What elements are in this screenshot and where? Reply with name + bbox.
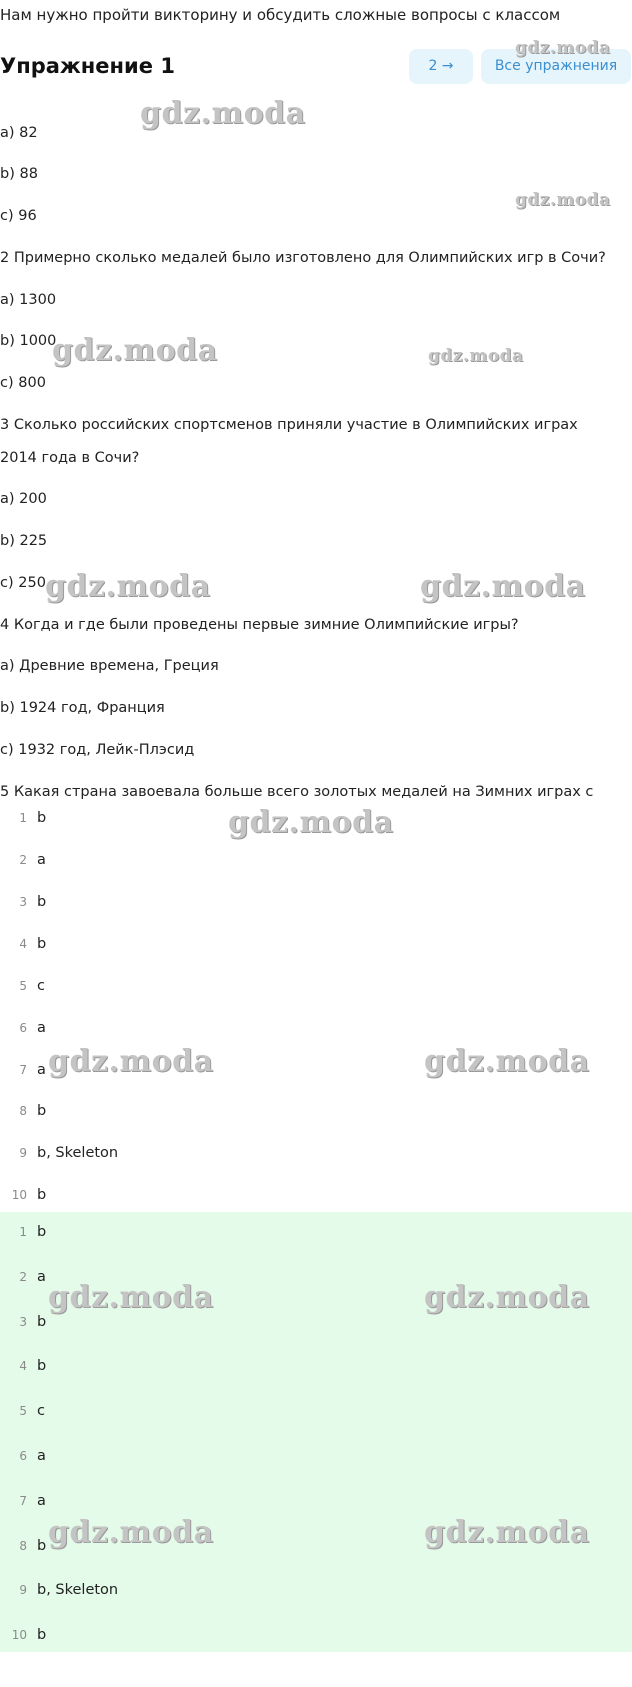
question-line: 5 Какая страна завоевала больше всего золотых медалей на Зимних играх с (0, 784, 594, 800)
list-item (0, 924, 632, 964)
item-answer: b (37, 1314, 47, 1330)
answer-item (0, 1436, 632, 1476)
list-item (0, 798, 632, 838)
option-line: a) Древние времена, Греция (0, 658, 219, 674)
item-answer: c (37, 978, 45, 994)
item-answer: b (37, 810, 47, 826)
item-answer: b (37, 1187, 47, 1203)
item-number: 3 (19, 1315, 27, 1329)
item-answer: b (37, 1224, 47, 1240)
watermark: gdz.moda (228, 805, 394, 840)
watermark: gdz.moda (424, 1280, 590, 1315)
item-answer: c (37, 1403, 45, 1419)
item-number: 2 (19, 853, 27, 867)
answer-item (0, 1346, 632, 1386)
answer-item (0, 1570, 632, 1610)
answer-item (0, 1391, 632, 1431)
option-line: b) 1000 (0, 333, 57, 349)
item-number: 5 (19, 979, 27, 993)
answer-item (0, 1481, 632, 1521)
item-number: 8 (19, 1104, 27, 1118)
item-answer: b (37, 1627, 47, 1643)
item-number: 4 (19, 1359, 27, 1373)
item-number: 1 (19, 1225, 27, 1239)
option-line: a) 82 (0, 125, 38, 141)
item-number: 4 (19, 937, 27, 951)
option-line: a) 200 (0, 491, 47, 507)
item-number: 9 (19, 1583, 27, 1597)
item-answer: a (37, 1020, 46, 1036)
option-line: c) 96 (0, 208, 37, 224)
list-item (0, 1050, 632, 1090)
option-line: a) 1300 (0, 292, 57, 308)
watermark: gdz.moda (52, 333, 218, 368)
question-line: 4 Когда и где были проведены первые зимние Олимпийские игры? (0, 617, 519, 633)
item-number: 1 (19, 811, 27, 825)
item-answer: a (37, 1062, 46, 1078)
intro-text: Нам нужно пройти викторину и обсудить сложные вопросы с классом (0, 6, 561, 24)
answer-item (0, 1615, 632, 1655)
answer-item (0, 1526, 632, 1566)
item-number: 2 (19, 1270, 27, 1284)
answer-item (0, 1302, 632, 1342)
item-number: 8 (19, 1539, 27, 1553)
page-title: Упражнение 1 (0, 54, 175, 78)
item-answer: b, Skeleton (37, 1145, 119, 1161)
item-number: 10 (11, 1628, 27, 1642)
answer-item (0, 1212, 632, 1252)
item-answer: a (37, 1269, 46, 1285)
item-number: 6 (19, 1021, 27, 1035)
question-line: 2 Примерно сколько медалей было изготовлено для Олимпийских игр в Сочи? (0, 250, 606, 266)
answer-item (0, 1257, 632, 1297)
all-exercises-button[interactable]: Все упражнения (481, 49, 631, 84)
item-answer: b (37, 1103, 47, 1119)
list-item (0, 1008, 632, 1048)
option-line: b) 88 (0, 166, 38, 182)
item-answer: b (37, 1358, 47, 1374)
item-answer: a (37, 1448, 46, 1464)
item-number: 7 (19, 1063, 27, 1077)
watermark: gdz.moda (48, 1515, 214, 1550)
list-item (0, 1175, 632, 1215)
question-line: 2014 года в Сочи? (0, 450, 140, 466)
option-line: c) 800 (0, 375, 46, 391)
watermark: gdz.moda (48, 1280, 214, 1315)
item-number: 9 (19, 1146, 27, 1160)
watermark: gdz.moda (515, 190, 611, 210)
list-item (0, 966, 632, 1006)
list-item (0, 840, 632, 880)
watermark: gdz.moda (420, 569, 586, 604)
item-number: 10 (11, 1188, 27, 1202)
item-number: 3 (19, 895, 27, 909)
item-number: 5 (19, 1404, 27, 1418)
list-item (0, 882, 632, 922)
watermark: gdz.moda (140, 96, 306, 131)
item-answer: b (37, 894, 47, 910)
watermark: gdz.moda (424, 1044, 590, 1079)
watermark: gdz.moda (45, 569, 211, 604)
item-answer: b (37, 936, 47, 952)
question-line: 3 Сколько российских спортсменов приняли участие в Олимпийских играх (0, 417, 578, 433)
item-answer: b (37, 1538, 47, 1554)
item-answer: b, Skeleton (37, 1582, 119, 1598)
item-number: 7 (19, 1494, 27, 1508)
option-line: c) 250 (0, 575, 46, 591)
option-line: c) 1932 год, Лейк-Плэсид (0, 742, 195, 758)
option-line: b) 225 (0, 533, 48, 549)
watermark: gdz.moda (424, 1515, 590, 1550)
item-number: 6 (19, 1449, 27, 1463)
watermark: gdz.moda (515, 38, 611, 58)
list-item (0, 1133, 632, 1173)
list-item (0, 1091, 632, 1131)
watermark: gdz.moda (48, 1044, 214, 1079)
watermark: gdz.moda (428, 346, 524, 366)
next-exercise-button[interactable]: 2 → (409, 49, 473, 84)
option-line: b) 1924 год, Франция (0, 700, 165, 716)
item-answer: a (37, 1493, 46, 1509)
item-answer: a (37, 852, 46, 868)
